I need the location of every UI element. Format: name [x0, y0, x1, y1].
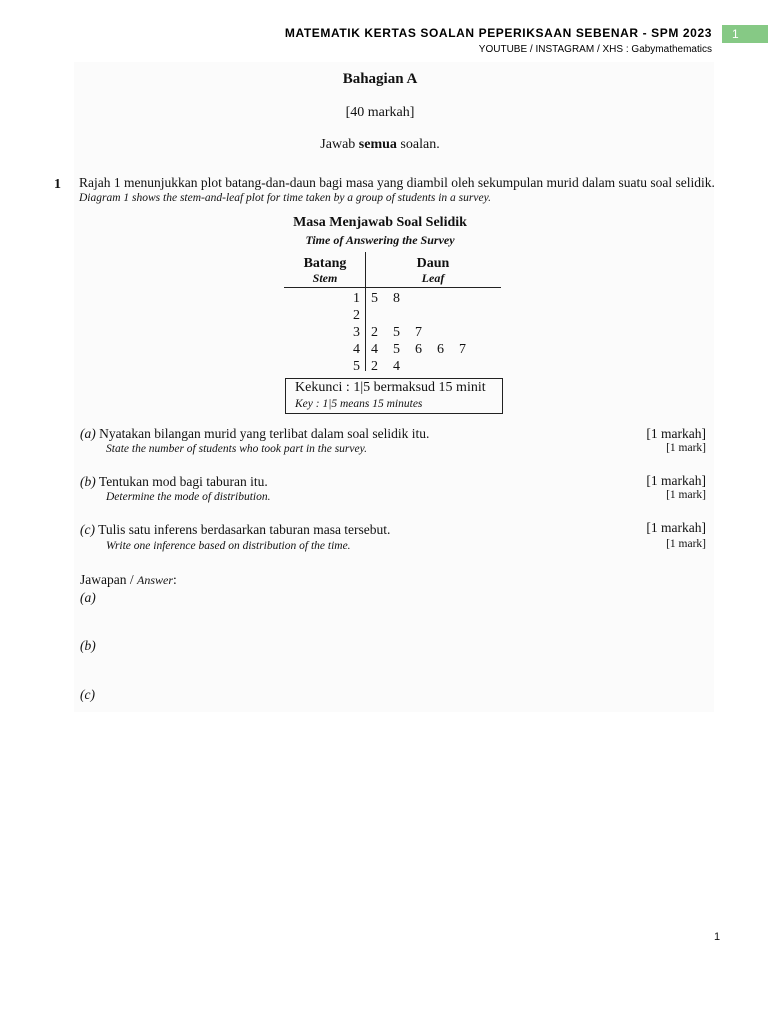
figure-subtitle: Time of Answering the Survey — [305, 233, 455, 247]
question-number: 1 — [54, 177, 61, 192]
leaf-value: 6 — [415, 342, 422, 357]
key-english: Key : 1|5 means 15 minutes — [295, 398, 423, 410]
part-c-text-malay: (c) Tulis satu inferens berdasarkan taburan masa tersebut. — [80, 522, 391, 537]
header-underline — [284, 287, 501, 288]
part-c-text-english: Write one inference based on distribution of the time. — [106, 540, 351, 552]
leaf-value: 7 — [459, 342, 466, 357]
stem-value: 3 — [353, 325, 360, 340]
part-b-mark-malay: [1 markah] — [646, 473, 706, 488]
leaf-values — [371, 290, 511, 307]
leaf-value: 6 — [437, 342, 444, 357]
stem-value: 1 — [353, 291, 360, 306]
part-b-text-english: Determine the mode of distribution. — [106, 491, 271, 503]
section-title: Bahagian A — [342, 71, 418, 87]
leaf-values — [371, 341, 511, 358]
leaf-value: 4 — [371, 342, 378, 357]
stem-value: 5 — [353, 359, 360, 374]
part-a-mark-english: [1 mark] — [666, 442, 706, 454]
stem-value: 4 — [353, 342, 360, 357]
leaf-value: 8 — [393, 291, 400, 306]
leaf-values — [371, 358, 511, 375]
stem-value: 2 — [353, 308, 360, 323]
section-instruction: Jawab semua soalan. — [320, 137, 440, 152]
leaf-value: 2 — [371, 325, 378, 340]
part-c-mark-malay: [1 markah] — [646, 520, 706, 535]
stem-leaf-divider — [365, 252, 366, 371]
part-a-text-malay: (a) Nyatakan bilangan murid yang terlibat dalam soal selidik itu. — [80, 426, 430, 441]
question-text-english: Diagram 1 shows the stem-and-leaf plot for time taken by a group of students in a survey. — [79, 192, 491, 204]
leaf-value: 5 — [371, 291, 378, 306]
answer-part-c: (c) — [80, 687, 95, 702]
page-badge: 1 — [722, 25, 768, 43]
leaf-value: 2 — [371, 359, 378, 374]
stem-header: Batang Stem — [303, 256, 347, 285]
leaf-value: 7 — [415, 325, 422, 340]
footer-page-number: 1 — [714, 931, 721, 943]
key-malay: Kekunci : 1|5 bermaksud 15 minit — [295, 380, 486, 395]
header-subtitle: YOUTUBE / INSTAGRAM / XHS : Gabymathematics — [478, 44, 712, 55]
leaf-value: 5 — [393, 325, 400, 340]
answer-part-a: (a) — [80, 590, 96, 605]
part-b-text-malay: (b) Tentukan mod bagi taburan itu. — [80, 474, 268, 489]
part-a-mark-malay: [1 markah] — [646, 426, 706, 441]
answer-part-b: (b) — [80, 638, 96, 653]
part-b-mark-english: [1 mark] — [666, 489, 706, 501]
leaf-header: Daun Leaf — [416, 256, 450, 285]
answer-label: Jawapan / Answer: — [80, 572, 177, 587]
part-c-mark-english: [1 mark] — [666, 538, 706, 550]
header-title: MATEMATIK KERTAS SOALAN PEPERIKSAAN SEBENAR - SPM 2023 — [284, 26, 712, 40]
figure-title: Masa Menjawab Soal Selidik — [293, 215, 467, 230]
leaf-value: 5 — [393, 342, 400, 357]
leaf-value: 4 — [393, 359, 400, 374]
leaf-values — [371, 324, 511, 341]
part-a-text-english: State the number of students who took part in the survey. — [106, 443, 367, 455]
section-marks: [40 markah] — [345, 105, 415, 120]
key-box — [285, 378, 503, 414]
question-text-malay: Rajah 1 menunjukkan plot batang-dan-daun bagi masa yang diambil oleh sekumpulan murid dalam suatu soal selidik. — [79, 175, 715, 190]
